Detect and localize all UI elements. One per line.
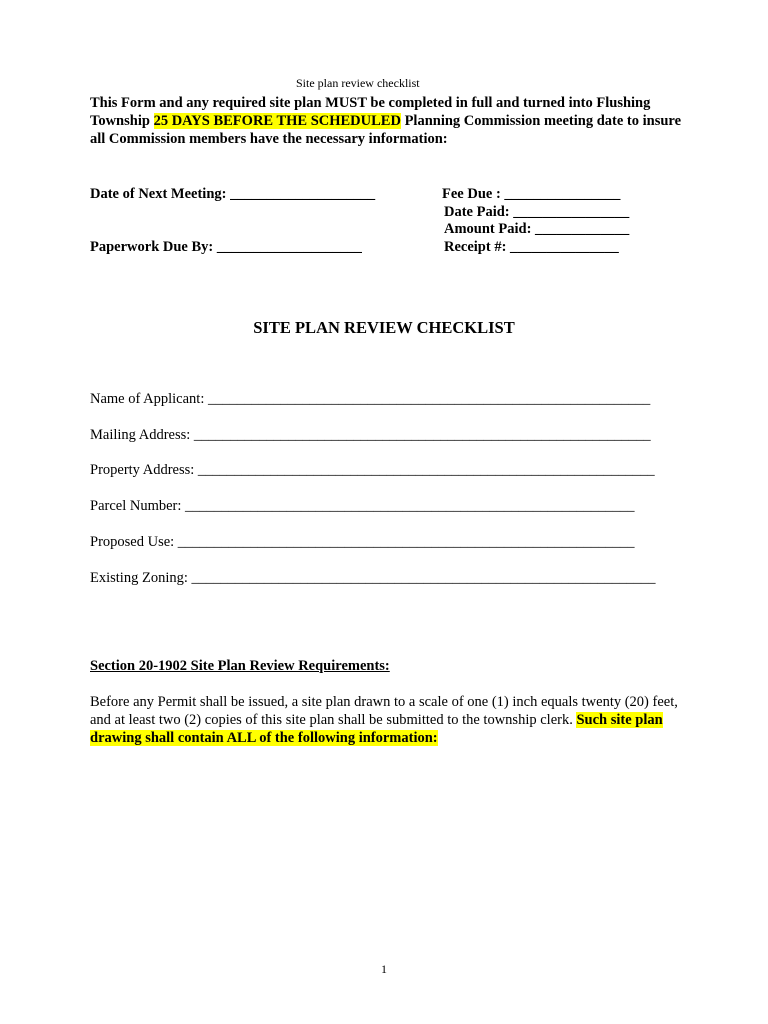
page-number: 1 bbox=[381, 962, 387, 976]
property-address-field[interactable]: Property Address: _______________________________________________________________ bbox=[90, 462, 655, 478]
existing-zoning-field[interactable]: Existing Zoning: ________________________________________________________________ bbox=[90, 570, 656, 586]
next-meeting-field[interactable]: Date of Next Meeting: ____________________ bbox=[90, 186, 376, 202]
receipt-field[interactable]: Receipt #: _______________ bbox=[444, 239, 619, 255]
paperwork-due-field[interactable]: Paperwork Due By: ____________________ bbox=[90, 239, 362, 255]
intro-text-part1: This Form and any required site plan MUST be completed in full and turned into Flushing Township bbox=[90, 95, 651, 129]
fee-due-field[interactable]: Fee Due : ________________ bbox=[442, 186, 621, 202]
page-title: SITE PLAN REVIEW CHECKLIST bbox=[253, 318, 515, 337]
amount-paid-field[interactable]: Amount Paid: _____________ bbox=[444, 221, 630, 237]
section-heading: Section 20-1902 Site Plan Review Requirements: bbox=[90, 658, 390, 674]
intro-text-part2: Planning Commission meeting date to insure all Commission members have the necessary information: bbox=[90, 113, 682, 147]
proposed-use-field[interactable]: Proposed Use: _______________________________________________________________ bbox=[90, 534, 635, 550]
applicant-name-field[interactable]: Name of Applicant: _____________________________________________________________ bbox=[90, 391, 651, 407]
section-body-text: Before any Permit shall be issued, a site plan drawn to a scale of one (1) inch equals twenty (20) feet, and at least two (2) copies of this site plan shall be submitted to the township clerk. bbox=[90, 694, 678, 728]
date-paid-field[interactable]: Date Paid: ________________ bbox=[444, 204, 630, 220]
intro-highlight: 25 DAYS BEFORE THE SCHEDULED bbox=[153, 113, 401, 129]
section-highlight: Such site plan drawing shall contain ALL of the following information: bbox=[90, 712, 663, 746]
mailing-address-field[interactable]: Mailing Address: _______________________________________________________________ bbox=[90, 427, 651, 443]
parcel-number-field[interactable]: Parcel Number: ______________________________________________________________ bbox=[90, 498, 635, 514]
header-title: Site plan review checklist bbox=[296, 76, 420, 90]
intro-paragraph bbox=[90, 94, 690, 148]
section-body bbox=[90, 693, 690, 747]
